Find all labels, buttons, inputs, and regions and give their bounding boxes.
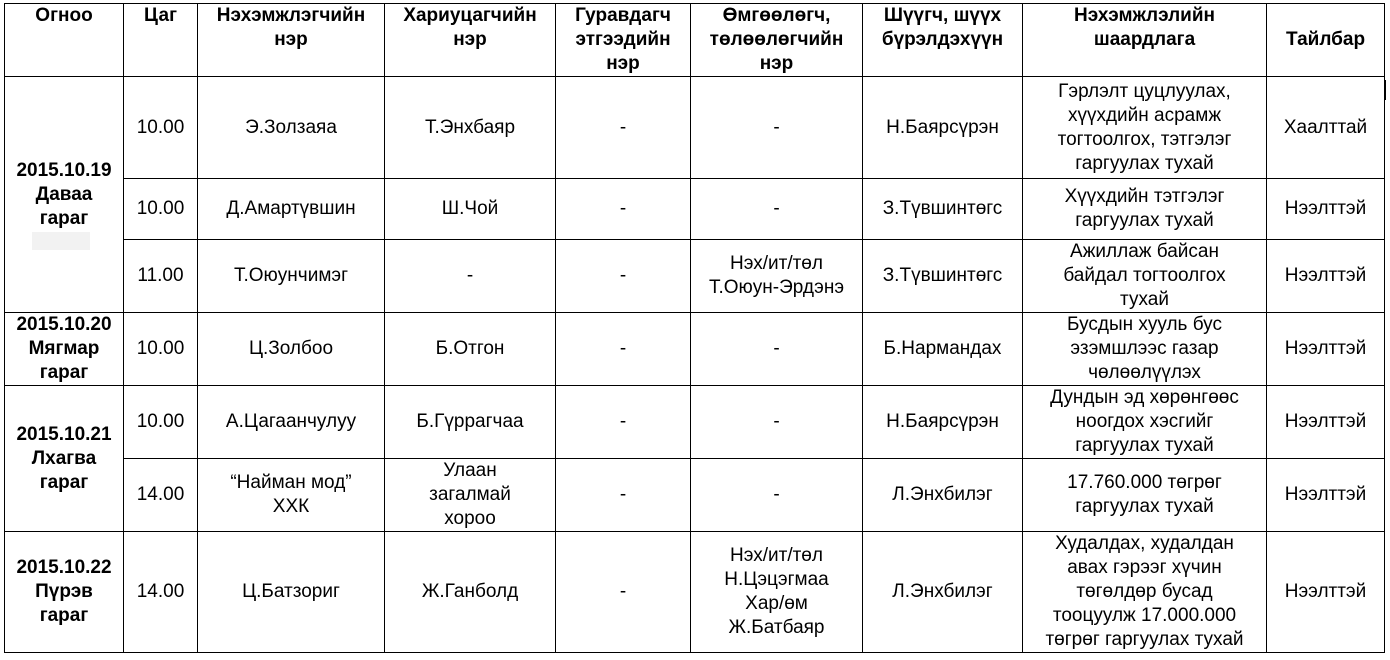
text-line: Гэрлэлт цуцлуулах, — [1058, 80, 1231, 102]
third-party-cell: - — [556, 532, 691, 653]
judge-cell: Б.Нармандах — [863, 313, 1023, 386]
text-line: төгрөг гаргуулах тухай — [1045, 629, 1244, 650]
text-line: Ажиллаж байсан — [1070, 241, 1219, 262]
claim-cell — [1023, 532, 1267, 653]
text-line: байдал тогтоолгох — [1063, 265, 1226, 286]
time-cell: 11.00 — [124, 240, 198, 313]
text-line: гараг — [39, 207, 89, 229]
text-line: Шүүгч, шүүх — [883, 5, 1002, 26]
text-line: авах гэрээг хүчин — [1067, 557, 1222, 578]
third-party-cell: - — [556, 313, 691, 386]
text-line: Гуравдагч — [575, 5, 671, 26]
text-line: Т.Оюунчимэг — [234, 265, 348, 286]
text-line: тооцуулж 17.000.000 — [1052, 605, 1237, 626]
text-line: Даваа — [35, 183, 93, 205]
text-line: ноогдох хэсгийг — [1075, 411, 1214, 432]
text-line: тогтоолгох, тэтгэлэг — [1057, 128, 1232, 150]
text-line: хүүхдийн асрамж — [1067, 104, 1222, 126]
text-line: “Найман мод” — [230, 472, 352, 493]
table-row — [5, 386, 1385, 459]
table-row — [5, 313, 1385, 386]
text-line: Б.Отгон — [435, 338, 505, 359]
defendant-cell — [385, 179, 556, 240]
text-line: бүрэлдэхүүн — [881, 29, 1004, 50]
text-line: нэр — [453, 29, 487, 50]
representative-cell — [691, 179, 863, 240]
plaintiff-cell — [198, 313, 385, 386]
text-line: Нэхэмжлэгчийн — [216, 5, 366, 26]
text-line: - — [466, 265, 474, 286]
defendant-cell — [385, 386, 556, 459]
text-line: Лхагва — [31, 447, 97, 469]
text-line: хороо — [444, 508, 496, 529]
date-cell — [5, 77, 124, 313]
text-line: 2015.10.22 — [16, 557, 112, 578]
text-line: Цаг — [143, 5, 178, 26]
plaintiff-cell — [198, 532, 385, 653]
defendant-cell — [385, 77, 556, 179]
text-line: Ц.Батзориг — [242, 581, 340, 602]
text-line: гаргуулах тухай — [1075, 435, 1214, 456]
text-line: этгээдийн — [575, 29, 671, 50]
text-line: - — [773, 338, 780, 359]
text-line: гараг — [39, 362, 89, 383]
text-line: тухай — [1120, 289, 1169, 310]
text-line: гаргуулах тухай — [1075, 152, 1214, 174]
text-line: Худалдах, худалдан — [1055, 533, 1234, 554]
text-line: Нэхэмжлэлийн — [1073, 5, 1216, 26]
note-cell: Нээлттэй — [1267, 179, 1385, 240]
text-line: Пүрэв — [35, 581, 93, 602]
representative-cell — [691, 313, 863, 386]
judge-cell: З.Түвшинтөгс — [863, 240, 1023, 313]
text-line: - — [773, 198, 780, 219]
text-line: 2015.10.21 — [16, 423, 112, 445]
text-line: ХХК — [272, 496, 310, 517]
time-cell: 14.00 — [124, 532, 198, 653]
third-party-cell: - — [556, 459, 691, 532]
text-line: - — [773, 411, 780, 432]
text-line: гаргуулах тухай — [1075, 496, 1214, 517]
text-line: гараг — [39, 471, 89, 493]
text-line: Тайлбар — [1285, 29, 1366, 50]
header-plaintiff — [198, 4, 385, 77]
third-party-cell: - — [556, 240, 691, 313]
date-cell — [5, 313, 124, 386]
text-line: Хүүхдийн тэтгэлэг — [1064, 186, 1225, 207]
plaintiff-cell — [198, 240, 385, 313]
text-line: Мягмар — [28, 338, 100, 359]
text-line: Ш.Чой — [441, 198, 499, 219]
judge-cell: Н.Баярсүрэн — [863, 386, 1023, 459]
representative-cell — [691, 240, 863, 313]
table-row — [5, 532, 1385, 653]
text-line: Э.Золзаяа — [245, 116, 337, 138]
header-third-party — [556, 4, 691, 77]
text-line: А.Цагаанчулуу — [225, 411, 357, 432]
text-line: Т.Энхбаяр — [424, 116, 516, 138]
court-schedule-table — [4, 3, 1385, 653]
text-line: Д.Амартүвшин — [226, 198, 356, 219]
third-party-cell: - — [556, 179, 691, 240]
representative-cell — [691, 459, 863, 532]
header-representative — [691, 4, 863, 77]
text-line: Өмгөөлөгч, — [722, 5, 831, 26]
text-line: Н.Цэцэгмаа — [724, 569, 829, 590]
defendant-cell — [385, 313, 556, 386]
text-line: загалмай — [429, 484, 511, 505]
third-party-cell: - — [556, 386, 691, 459]
table-row — [5, 459, 1385, 532]
text-line: Ц.Золбоо — [248, 338, 334, 359]
table-row — [5, 240, 1385, 313]
text-line: чөлөөлүүлэх — [1088, 362, 1201, 383]
note-cell: Нээлттэй — [1267, 386, 1385, 459]
time-cell: 14.00 — [124, 459, 198, 532]
text-cursor — [1385, 80, 1386, 100]
text-line: 2015.10.19 — [16, 159, 112, 181]
header-time — [124, 4, 198, 77]
header-note — [1267, 4, 1385, 77]
date-cell — [5, 532, 124, 653]
time-cell: 10.00 — [124, 313, 198, 386]
judge-cell: З.Түвшинтөгс — [863, 179, 1023, 240]
plaintiff-cell — [198, 459, 385, 532]
text-line: төгөлдөр бусад — [1076, 581, 1213, 602]
text-line: 2015.10.20 — [16, 314, 112, 335]
representative-cell — [691, 386, 863, 459]
text-line: - — [773, 116, 780, 138]
representative-cell — [691, 532, 863, 653]
claim-cell — [1023, 77, 1267, 179]
defendant-cell — [385, 532, 556, 653]
judge-cell: Л.Энхбилэг — [863, 532, 1023, 653]
text-line: шаардлага — [1093, 29, 1196, 50]
defendant-cell — [385, 459, 556, 532]
header-judge — [863, 4, 1023, 77]
text-line: Нэх/ит/төл — [730, 545, 823, 566]
note-cell: Нээлттэй — [1267, 240, 1385, 313]
text-line: Хариуцагчийн — [403, 5, 537, 26]
time-cell: 10.00 — [124, 179, 198, 240]
text-line: нэр — [759, 53, 794, 74]
text-line: - — [773, 484, 780, 505]
text-line: Ж.Ганболд — [421, 581, 519, 602]
text-line: Улаан — [443, 460, 497, 481]
plaintiff-cell — [198, 179, 385, 240]
text-line: эзэмшлээс газар — [1070, 338, 1219, 359]
text-line: гаргуулах тухай — [1075, 210, 1214, 231]
text-line: гараг — [39, 605, 89, 626]
note-cell: Нээлттэй — [1267, 532, 1385, 653]
judge-cell: Л.Энхбилэг — [863, 459, 1023, 532]
time-cell: 10.00 — [124, 77, 198, 179]
representative-cell — [691, 77, 863, 179]
defendant-cell — [385, 240, 556, 313]
header-date — [5, 4, 124, 77]
claim-cell — [1023, 313, 1267, 386]
time-cell: 10.00 — [124, 386, 198, 459]
text-line: Дундын эд хөрөнгөөс — [1050, 387, 1239, 408]
header-claim — [1023, 4, 1267, 77]
claim-cell — [1023, 179, 1267, 240]
text-line: нэр — [274, 29, 308, 50]
claim-cell — [1023, 459, 1267, 532]
note-cell: Нээлттэй — [1267, 313, 1385, 386]
text-line: Б.Гүррагчаа — [416, 411, 524, 432]
text-line: төлөөлөгчийн — [709, 29, 844, 50]
plaintiff-cell — [198, 386, 385, 459]
text-line: Нэх/ит/төл — [730, 253, 823, 274]
note-cell: Нээлттэй — [1267, 459, 1385, 532]
text-line: Хар/өм — [745, 593, 808, 614]
text-line: 17.760.000 төгрөг — [1067, 472, 1222, 493]
schedule-body — [5, 77, 1385, 653]
note-cell: Хаалттай — [1267, 77, 1385, 179]
plaintiff-cell — [198, 77, 385, 179]
judge-cell: Н.Баярсүрэн — [863, 77, 1023, 179]
blank-cell-highlight — [32, 232, 90, 250]
text-line: Т.Оюун-Эрдэнэ — [708, 277, 845, 298]
header-row — [5, 4, 1385, 77]
text-line: Огноо — [35, 5, 93, 26]
third-party-cell: - — [556, 77, 691, 179]
date-cell — [5, 386, 124, 532]
header-defendant — [385, 4, 556, 77]
table-row — [5, 179, 1385, 240]
text-line: нэр — [606, 53, 640, 74]
claim-cell — [1023, 240, 1267, 313]
table-row — [5, 77, 1385, 179]
text-line: Ж.Батбаяр — [728, 617, 825, 638]
claim-cell — [1023, 386, 1267, 459]
text-line: Бусдын хууль бус — [1067, 314, 1222, 335]
